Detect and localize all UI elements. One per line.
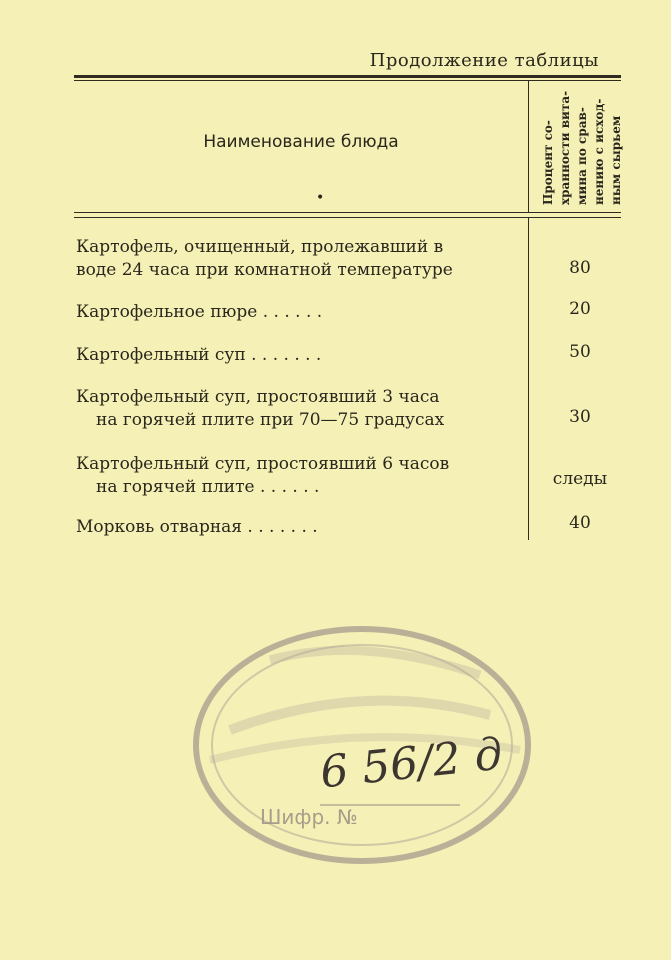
continuation-label: Продолжение таблицы: [369, 50, 599, 71]
header-bottom-rule: [74, 212, 621, 213]
table-row-name: Картофельный суп, простоявший 6 часов на горячей плите . . . . . .: [76, 454, 450, 497]
header-percent-column: [540, 85, 625, 205]
table-top-rule-thin: [74, 80, 621, 81]
header-percent-line: нению с исход-: [592, 98, 606, 205]
header-dish-name: Наименование блюда: [203, 132, 399, 152]
stamp-cipher-caption: Шифр. №: [260, 805, 358, 829]
table-row-value: 80: [569, 258, 591, 278]
body-column-divider: [528, 218, 529, 540]
table-row-name: Картофель, очищенный, пролежавший в воде 24 часа при комнатной температуре: [76, 237, 453, 280]
table-row-name: Картофельное пюре . . . . . .: [76, 302, 323, 322]
table-row-name: Морковь отварная . . . . . . .: [76, 517, 318, 537]
table-row-value: 20: [569, 299, 591, 319]
table-top-rule: [74, 75, 621, 78]
table-row-value: 40: [569, 513, 591, 533]
header-dot-mark: •: [316, 190, 325, 206]
table-row-value: следы: [552, 469, 608, 489]
header-percent-line: хранности вита-: [558, 90, 572, 205]
header-bottom-rule-2: [74, 217, 621, 218]
stamp-handwritten-number: 6 56/2 д: [317, 728, 505, 799]
header-percent-line: ным сырьем: [609, 115, 623, 205]
header-column-divider: [528, 80, 529, 212]
table-row-name: Картофельный суп . . . . . . .: [76, 345, 322, 365]
table-row-value: 30: [569, 407, 591, 427]
table-row-value: 50: [569, 342, 591, 362]
table-row-name: Картофельный суп, простоявший 3 часа на горячей плите при 70—75 градусах: [76, 387, 445, 430]
header-percent-line: Процент со-: [541, 120, 555, 205]
header-percent-line: мина по срав-: [575, 107, 589, 205]
